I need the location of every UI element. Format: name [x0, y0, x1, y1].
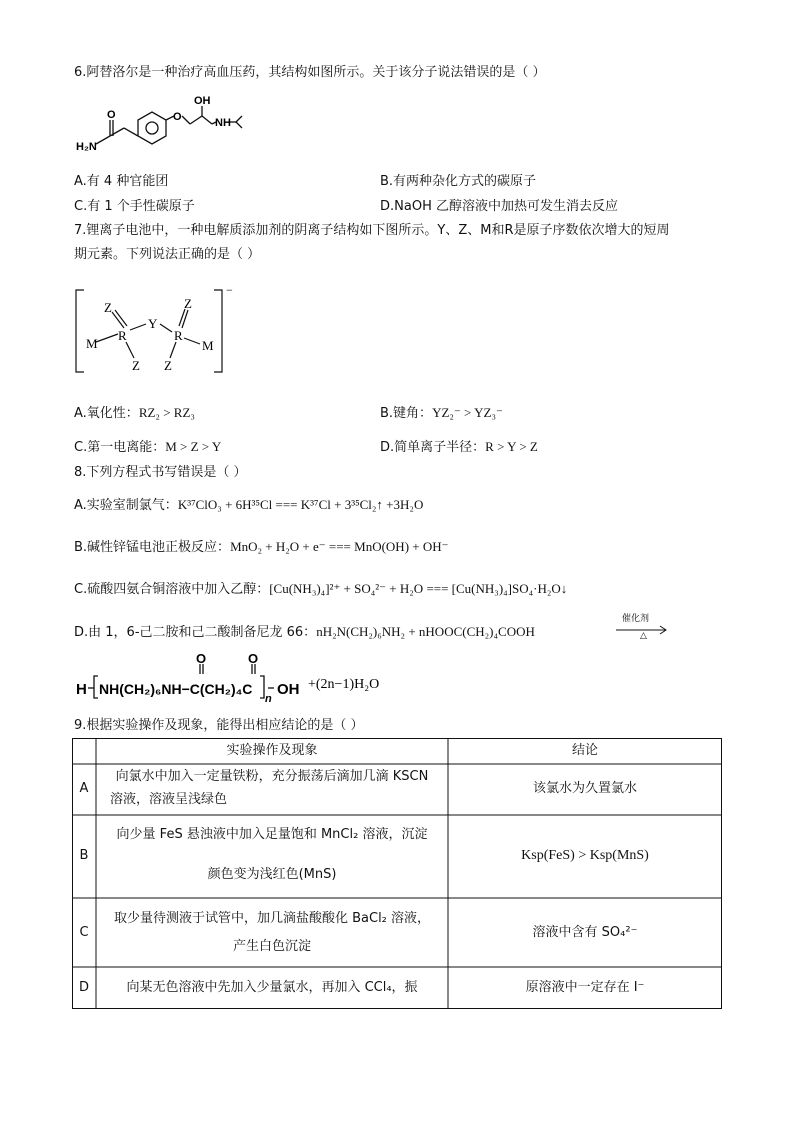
q7-option-b-formula: YZ₂⁻ > YZ₃⁻ [432, 405, 503, 420]
q6-option-a: A.有 4 种官能团 [74, 174, 169, 189]
q9-header-conclusion: 结论 [571, 743, 598, 758]
q9-row-a-operation-line2: 溶液，溶液呈浅绿色 [110, 792, 228, 807]
q6-nh-label: NH [215, 117, 231, 129]
q8-option-c-equation: [Cu(NH₃)₄]²⁺ + SO₄²⁻ + H₂O === [Cu(NH₃)₄]SO₄·H₂O↓ [269, 581, 568, 596]
q8-option-a-label: A.实验室制氯气： [74, 498, 178, 513]
q9-header-operation: 实验操作及现象 [226, 743, 318, 758]
q7-structure-anion [72, 282, 242, 378]
q9-row-b-operation-line2: 颜色变为浅红色(MnS) [207, 867, 337, 882]
q7-option-d-formula: R > Y > Z [485, 439, 538, 454]
q9-row-d-label: D [78, 980, 89, 995]
q9-row-a-conclusion: 该氯水为久置氯水 [532, 781, 637, 796]
q7-z-left-top-label: Z [104, 300, 112, 315]
q8-d-polymer-n: n [265, 693, 272, 704]
q7-option-c [74, 438, 221, 457]
q8-option-b-label: B.碱性锌锰电池正极反应： [74, 540, 231, 555]
q6-o-amide-label: O [107, 109, 116, 121]
q8-d-polymer-right: OH [277, 681, 300, 698]
q9-stem: 9.根据实验操作及现象，能得出相应结论的是（ ） [74, 718, 364, 733]
q7-option-b [380, 404, 503, 423]
q7-option-c-label: C.第一电离能： [74, 440, 166, 455]
q9-row-a-label: A [79, 781, 89, 796]
q8-option-a [74, 496, 423, 515]
q7-z-right-bottom-label: Z [164, 358, 172, 373]
q8-d-reaction-arrow [614, 624, 670, 636]
q7-charge-label: − [226, 283, 233, 297]
q7-z-right-top-label: Z [184, 296, 192, 311]
q8-d-delta-label: △ [640, 631, 647, 641]
q8-option-d-label: D.由 1，6-己二胺和己二酸制备尼龙 66： [74, 625, 317, 640]
q8-d-carbonyl-o-2: O [248, 652, 259, 666]
q6-h2n-label: H₂N [76, 141, 97, 153]
q9-row-d-operation-line1: 向某无色溶液中先加入少量氯水，再加入 CCl₄，振 [126, 980, 418, 995]
q9-row-b-conclusion: Ksp(FeS) > Ksp(MnS) [521, 848, 649, 863]
q7-option-d-label: D.简单离子半径： [380, 440, 486, 455]
q7-m-right-label: M [202, 338, 214, 353]
q7-option-c-formula: M > Z > Y [165, 439, 222, 454]
q9-row-b-operation-line1: 向少量 FeS 悬浊液中加入足量饱和 MnCl₂ 溶液，沉淀 [116, 827, 428, 842]
q7-stem-line1: 7.锂离子电池中，一种电解质添加剂的阴离子结构如下图所示。Y、Z、M和R是原子序数依次增大的短周 [74, 223, 670, 238]
q9-row-c-conclusion: 溶液中含有 SO₄²⁻ [532, 925, 638, 940]
q6-structure-atenolol [70, 94, 270, 156]
q7-r-right-label: R [174, 328, 183, 343]
q7-m-left-label: M [86, 336, 98, 351]
q7-stem-line2: 期元素。下列说法正确的是（ ） [74, 247, 261, 262]
q8-option-d-equation: nH₂N(CH₂)₆NH₂ + nHOOC(CH₂)₄COOH [316, 624, 535, 639]
q9-row-b-label: B [79, 848, 89, 863]
q8-option-b [74, 538, 449, 557]
q8-d-polymer-left: H [76, 681, 87, 698]
q8-d-polymer-mid: NH(CH₂)₆NH−C(CH₂)₄C [99, 681, 253, 697]
q9-row-c-label: C [79, 925, 89, 940]
q8-d-polymer-structure [72, 652, 412, 704]
q8-d-water: +(2n−1)H₂O [308, 677, 380, 692]
q9-table [72, 738, 722, 1009]
q9-row-c-operation-line1: 取少量待测液于试管中，加几滴盐酸酸化 BaCl₂ 溶液， [113, 911, 431, 926]
q8-d-catalyst-label: 催化剂 [622, 614, 650, 624]
q6-option-b: B.有两种杂化方式的碳原子 [380, 174, 537, 189]
q8-d-carbonyl-o-1: O [196, 652, 207, 666]
q6-o-ether-label: O [173, 111, 182, 123]
q6-stem: 6.阿替洛尔是一种治疗高血压药，其结构如图所示。关于该分子说法错误的是（ ） [74, 65, 546, 80]
q6-option-d: D.NaOH 乙醇溶液中加热可发生消去反应 [380, 199, 618, 214]
q6-oh-label: OH [194, 95, 211, 107]
q7-option-d [380, 438, 538, 457]
q7-option-a [74, 404, 195, 423]
q8-option-c [74, 580, 567, 599]
q7-r-left-label: R [118, 328, 127, 343]
q9-row-a-operation-line1: 向氯水中加入一定量铁粉，充分振荡后滴加几滴 KSCN [115, 769, 429, 784]
q9-row-d-conclusion: 原溶液中一定存在 I⁻ [525, 980, 645, 995]
q8-option-c-label: C.硫酸四氨合铜溶液中加入乙醇： [74, 582, 270, 597]
q8-option-a-equation: K³⁷ClO₃ + 6H³⁵Cl === K³⁷Cl + 3³⁵Cl₂↑ +3H₂O [177, 497, 424, 512]
q7-option-a-label: A.氧化性： [74, 406, 139, 421]
q9-row-c-operation-line2: 产生白色沉淀 [232, 939, 311, 954]
q7-z-left-bottom-label: Z [132, 358, 140, 373]
q7-option-a-formula: RZ₂ > RZ₃ [138, 405, 195, 420]
q7-option-b-label: B.键角： [380, 406, 433, 421]
q7-y-label: Y [148, 316, 158, 331]
q8-stem: 8.下列方程式书写错误是（ ） [74, 465, 247, 480]
q8-option-b-equation: MnO₂ + H₂O + e⁻ === MnO(OH) + OH⁻ [230, 539, 449, 554]
q6-option-c: C.有 1 个手性碳原子 [74, 199, 195, 214]
q8-option-d [74, 623, 535, 642]
